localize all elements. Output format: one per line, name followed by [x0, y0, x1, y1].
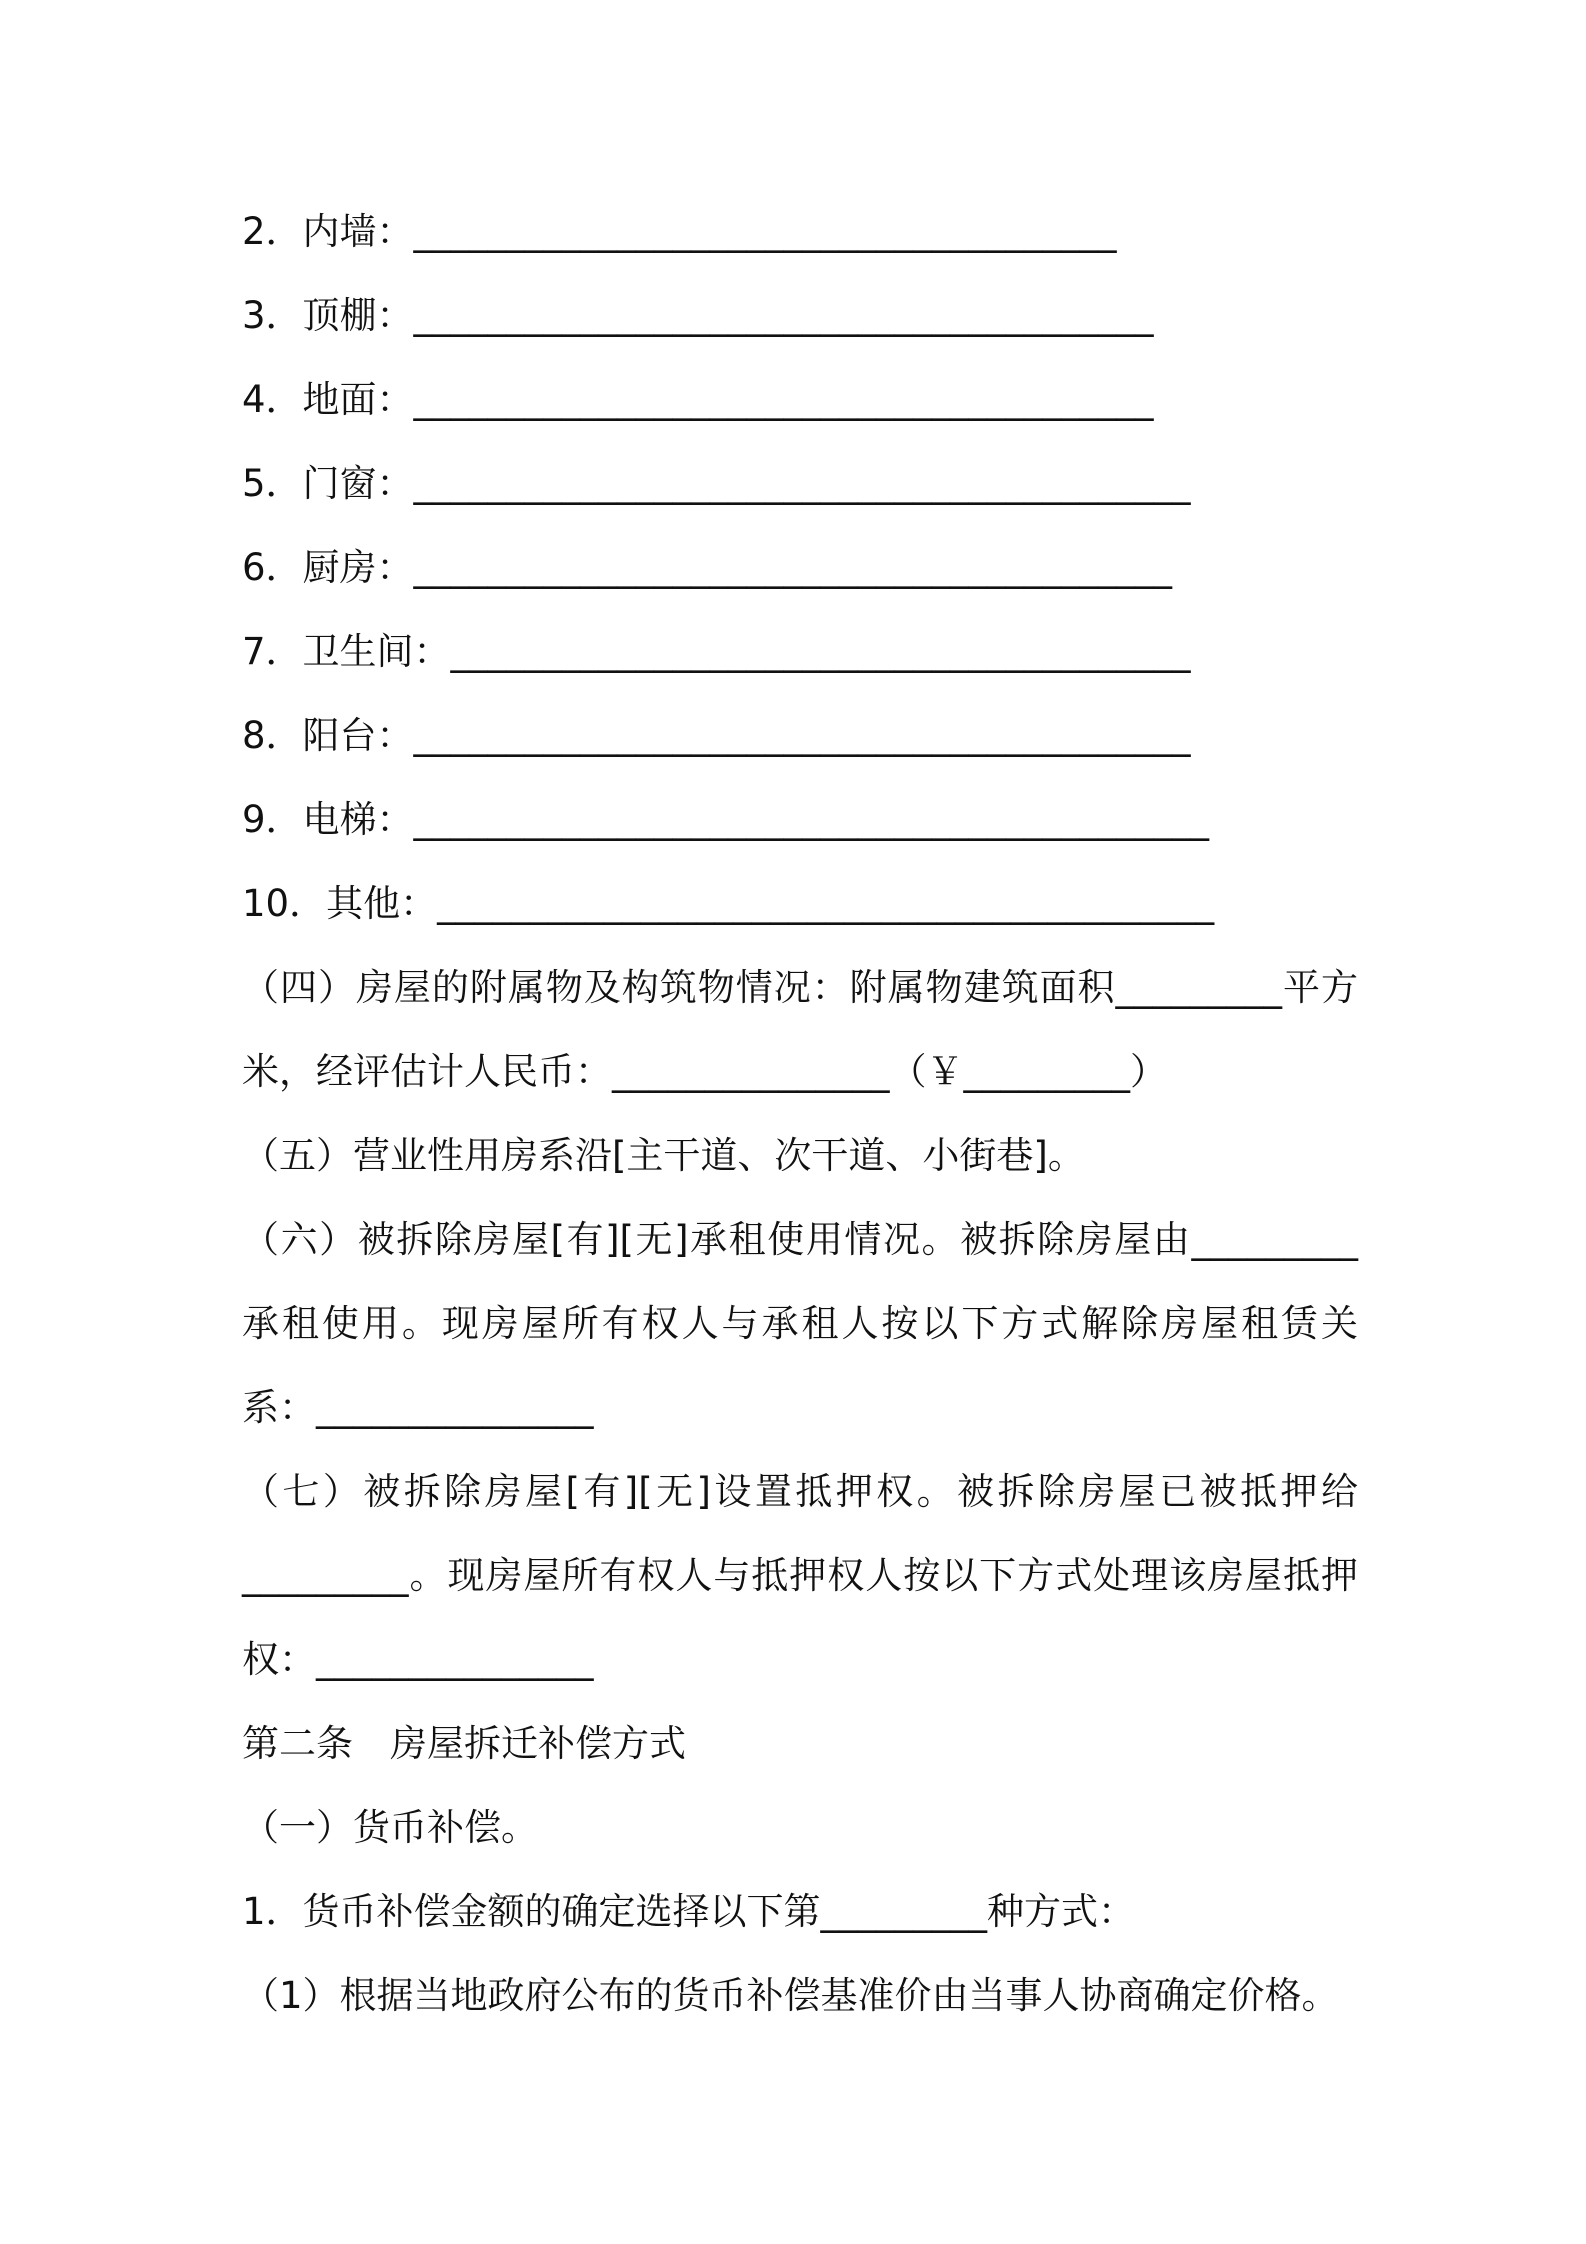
monetary-compensation-heading: （一）货币补偿。	[242, 1806, 538, 1849]
section-5: （五）营业性用房系沿[主干道、次干道、小街巷]。	[242, 1134, 1085, 1177]
item-other: 10．其他：__________________________________________	[242, 882, 1215, 925]
section-6-line-3: 系：_______________	[242, 1386, 594, 1429]
section-4-line-2: 米，经评估计人民币：_______________（￥_________）	[242, 1050, 1167, 1093]
section-7-line-1: （七）被拆除房屋[有][无]设置抵押权。被拆除房屋已被抵押给	[242, 1470, 1358, 1513]
item-balcony: 8．阳台：__________________________________________	[242, 714, 1191, 757]
item-elevator: 9．电梯：___________________________________________	[242, 798, 1210, 841]
item-bathroom: 7．卫生间：________________________________________	[242, 630, 1191, 673]
section-6-line-2: 承租使用。现房屋所有权人与承租人按以下方式解除房屋租赁关	[242, 1302, 1358, 1345]
item-kitchen: 6．厨房：_________________________________________	[242, 546, 1173, 589]
section-7-line-3: 权：_______________	[242, 1638, 594, 1681]
item-doors-windows: 5．门窗：__________________________________________	[242, 462, 1191, 505]
compensation-method-choice: 1．货币补偿金额的确定选择以下第_________种方式：	[242, 1890, 1136, 1933]
item-ceiling: 3．顶棚：________________________________________	[242, 294, 1154, 337]
item-inner-wall: 2．内墙：______________________________________	[242, 210, 1117, 253]
item-floor: 4．地面：________________________________________	[242, 378, 1154, 421]
section-7-line-2: _________。现房屋所有权人与抵押权人按以下方式处理该房屋抵押	[242, 1554, 1358, 1597]
section-6-line-1: （六）被拆除房屋[有][无]承租使用情况。被拆除房屋由_________	[242, 1218, 1358, 1261]
article-2-heading: 第二条 房屋拆迁补偿方式	[242, 1722, 686, 1765]
section-4-line-1: （四）房屋的附属物及构筑物情况：附属物建筑面积_________平方	[242, 966, 1358, 1009]
compensation-option-1: （1）根据当地政府公布的货币补偿基准价由当事人协商确定价格。	[242, 1974, 1339, 2017]
